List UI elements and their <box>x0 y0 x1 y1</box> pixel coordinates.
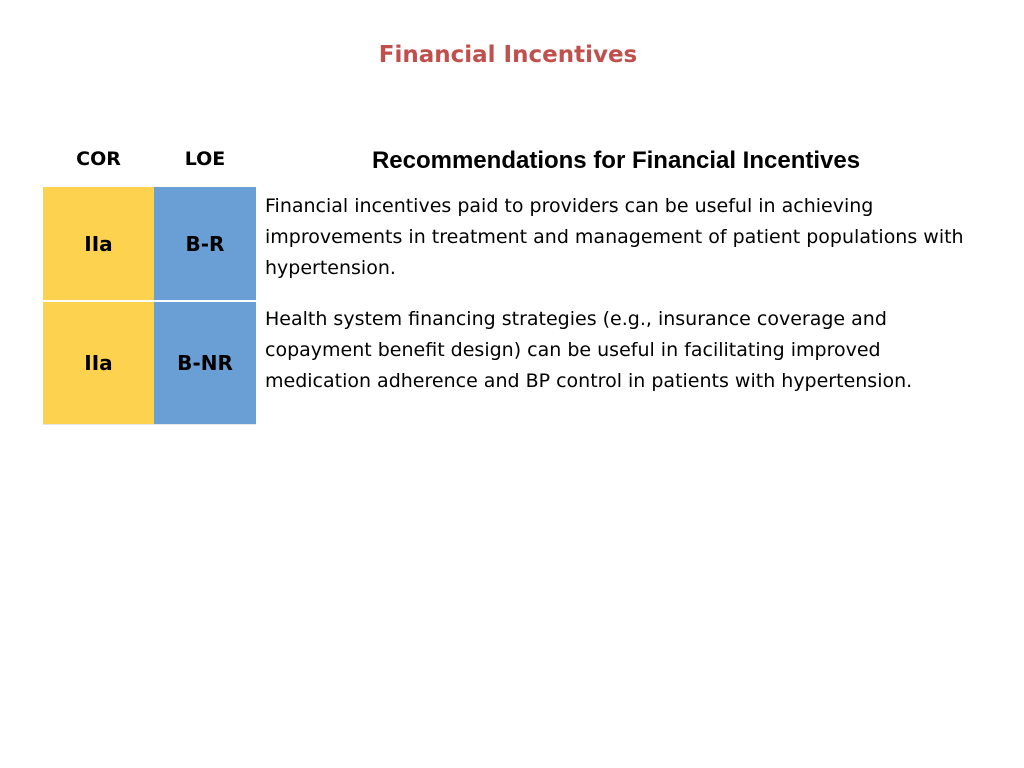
loe-cell: B-R <box>154 187 256 300</box>
recommendation-text: Health system financing strategies (e.g., insurance coverage and copayment benefit design) can be useful in facilitating improved medication adherence and BP control in patients with hypertension. <box>265 308 913 392</box>
cor-cell: IIa <box>43 302 154 424</box>
cor-cell: IIa <box>43 187 154 300</box>
table-row <box>43 187 973 300</box>
table-row <box>43 302 973 424</box>
table-bottom-border <box>43 424 256 425</box>
recommendations-column-header: Recommendations for Financial Incentives <box>371 147 861 174</box>
cor-column-header: COR <box>76 148 121 170</box>
loe-column-header: LOE <box>184 148 226 170</box>
slide-title: Financial Incentives <box>378 42 638 68</box>
recommendation-text: Financial incentives paid to providers can be useful in achieving improvements in treatment and management of patient populations with hypertension. <box>265 195 964 279</box>
loe-cell: B-NR <box>154 302 256 424</box>
